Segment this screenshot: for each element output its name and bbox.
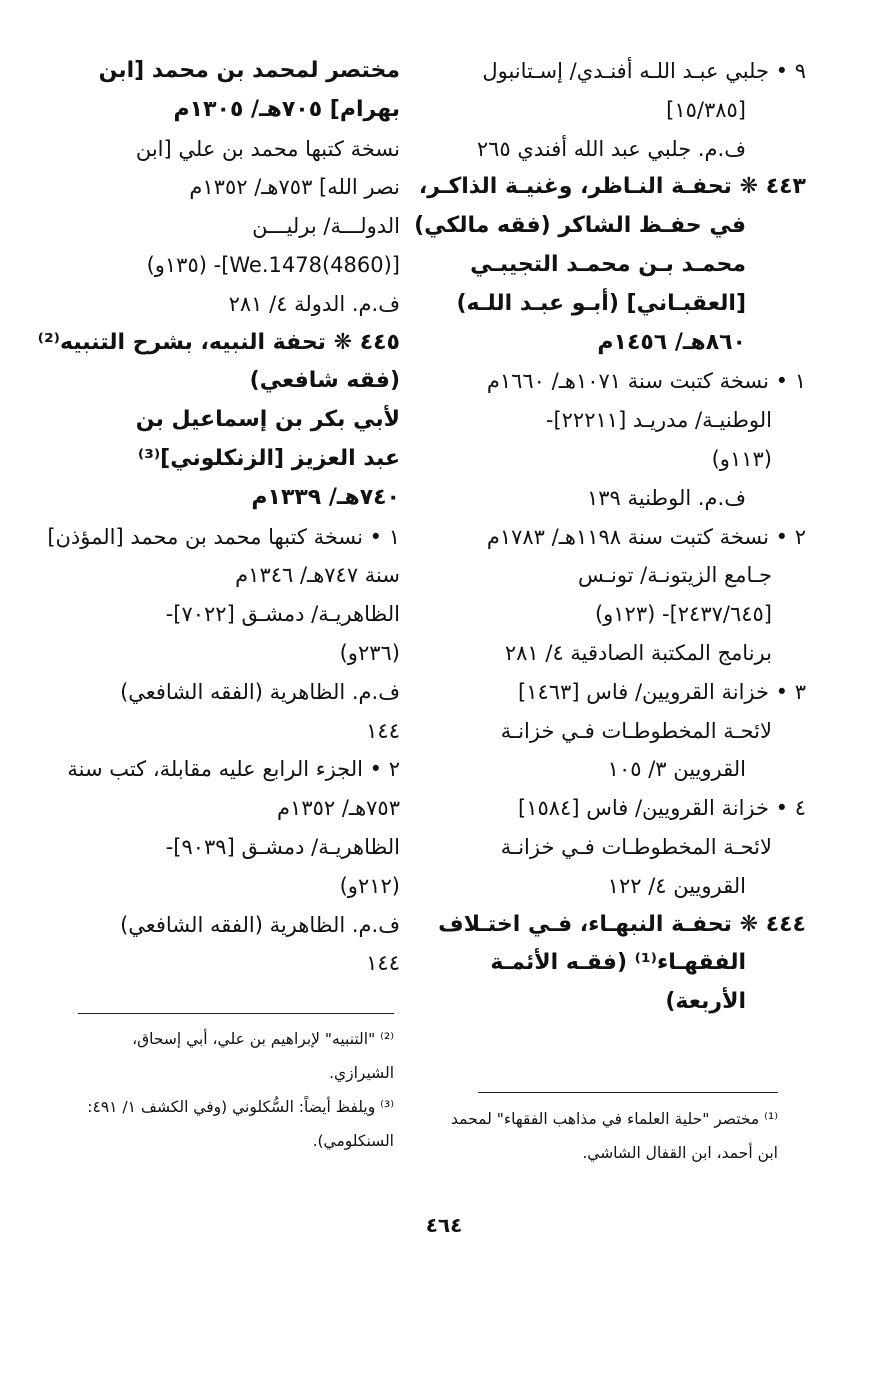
text-line: الظاهريـة/ دمشـق [٩٠٣٩]- [165,834,400,859]
text-line: ف.م. الظاهرية (الفقه الشافعي) [120,679,400,704]
text-line: (فقه شافعي) [249,368,400,394]
text-line: ٨٦٠هـ/ ١٤٥٦م [597,329,746,355]
text-line: (٢٣٦و) [339,640,400,665]
text-line: لائحـة المخطوطـات فـي خزانـة [500,834,772,859]
text-line: برنامج المكتبة الصادقية ٤/ ٢٨١ [504,640,772,665]
text-line: ٩ • جلبي عبـد اللـه أفنـدي/ إسـتانبول [482,59,806,83]
text-line: ٧٤٠هـ/ ١٣٣٩م [251,484,400,510]
footnote-line: ابن أحمد، ابن القفال الشاشي. [582,1144,778,1162]
text-line: الفقهـاء⁽¹⁾ (فقـه الأئمـة [490,950,746,976]
text-line: (١١٣و) [711,446,772,471]
text-line: نصر الله] ٧٥٣هـ/ ١٣٥٢م [189,175,400,200]
text-line: القرويين ٤/ ١٢٢ [607,873,746,898]
text-line: [٢٤٣٧/٦٤٥]- (١٢٣و) [594,602,772,627]
text-line: الظاهريـة/ دمشـق [٧٠٢٢]- [165,602,400,627]
text-line: الأربعة) [665,989,746,1015]
text-line: [١٥/٣٨٥] [666,97,746,122]
text-line: ٢ • الجزء الرابع عليه مقابلة، كتب سنة [67,757,400,782]
text-line: ٢ • نسخة كتبت سنة ١١٩٨هـ/ ١٧٨٣م [486,524,806,549]
footnote-line: الشيرازي. [329,1064,394,1082]
text-line: بهرام] ٧٠٥هـ/ ١٣٠٥م [173,96,400,122]
left-column [37,52,400,983]
text-line: مختصر لمحمد بن محمد [ابن [98,58,400,83]
text-line: [We.1478(4860)]- (١٣٥و) [146,252,400,277]
text-line: لأبي بكر بن إسماعيل بن [135,407,400,433]
page-number: ٤٦٤ [425,1213,463,1237]
text-line: لائحـة المخطوطـات فـي خزانـة [500,718,772,743]
text-line: ٤٤٤ ❋ تحفـة النبهـاء، فـي اختـلاف [438,911,806,937]
footnote-line: السنكلومي). [312,1132,394,1150]
text-line: ١٤٤ [366,951,400,976]
footnote-rule-right [478,1092,778,1093]
footnotes-right [451,1102,778,1170]
text-line: ٤٤٣ ❋ تحفـة النـاظر، وغنيـة الذاكـر، [418,174,806,200]
text-line: ف.م. الدولة ٤/ ٢٨١ [228,291,400,316]
text-line: جـامع الزيتونـة/ تونـس [578,563,772,588]
text-line: [العقبـاني] (أبـو عبـد اللـه) [456,290,746,316]
text-line: ٤٤٥ ❋ تحفة النبيه، بشرح التنبيه⁽²⁾ [37,329,400,355]
footnotes-left [87,1022,394,1158]
text-line: في حفـظ الشاكر (فقه مالكي) [414,213,746,239]
text-line: ٣ • خزانة القرويين/ فاس [١٤٦٣] [518,679,806,704]
text-line: ف.م. الوطنية ١٣٩ [586,485,746,510]
text-line: عبد العزيز [الزنكلوني]⁽³⁾ [137,445,400,471]
text-line: سنة ٧٤٧هـ/ ١٣٤٦م [235,563,400,588]
text-line: القرويين ٣/ ١٠٥ [607,757,746,782]
footnote-line: ⁽²⁾ "التنبيه" لإبراهيم بن علي، أبي إسحاق، [132,1030,394,1048]
text-line: ف.م. جلبي عبد الله أفندي ٢٦٥ [476,136,746,161]
text-line: ٧٥٣هـ/ ١٣٥٢م [277,796,400,821]
text-line: ف.م. الظاهرية (الفقه الشافعي) [120,912,400,937]
text-line: نسخة كتبها محمد بن علي [ابن [135,136,400,161]
text-line: ١ • نسخة كتبها محمد بن محمد [المؤذن] [47,524,400,549]
text-line: ١ • نسخة كتبت سنة ١٠٧١هـ/ ١٦٦٠م [486,369,806,394]
text-line: (٢١٢و) [339,873,400,898]
text-line: الوطنيـة/ مدريـد [٢٢٢١١]- [545,408,772,433]
text-line: ١٤٤ [366,718,400,743]
text-line: ٤ • خزانة القرويين/ فاس [١٥٨٤] [518,796,806,821]
footnote-line: ⁽¹⁾ مختصر "حلية العلماء في مذاهب الفقهاء" لمحمد [451,1110,778,1128]
text-line: الدولـــة/ برليـــن [252,214,400,239]
text-line: محمـد بـن محمـد التجيبـي [470,251,746,277]
footnote-rule-left [78,1013,394,1014]
footnote-line: ⁽³⁾ ويلفظ أيضاً: السُّكلوني (وفي الكشف ١/ ٤٩١: [87,1098,394,1116]
right-column [414,52,806,1022]
